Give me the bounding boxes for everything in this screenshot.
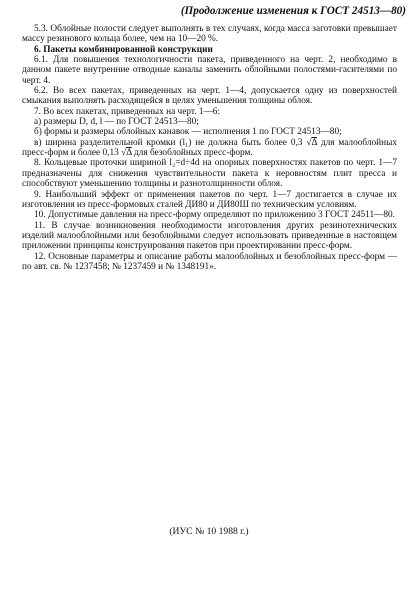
paragraph-7: 7. Во всех пакетах, приведенных на черт. 1—6: xyxy=(34,106,221,117)
delta-symbol: Δ xyxy=(311,137,317,148)
paragraph-6-2: 6.2. Во всех пакетах, приведенных на черт. 1—4, допускается одну из поверхностей смыкания выполнять расходящейся в целях уменьшения толщины облоя. xyxy=(22,86,397,107)
footer-reference: (ИУС № 10 1988 г.) xyxy=(169,526,249,537)
section-heading-6: 6. Пакеты комбинированной конструкции xyxy=(34,44,213,55)
item-7a: а) размеры D, d, l — по ГОСТ 24513—80; xyxy=(34,117,199,128)
item-7c xyxy=(22,138,397,159)
paragraph-9: 9. Наибольший эффект от применения пакетов по черт. 1—7 достигается в случае их изготовления из пресс-формовых сталей ДИ80 и ДИ80Ш по техническим условиям. xyxy=(22,189,397,210)
root-sign-2: √ xyxy=(121,148,127,159)
root-sign: √ xyxy=(306,137,312,148)
sqrt-delta-formula-2 xyxy=(121,148,132,158)
paragraph-10: 10. Допустимые давления на пресс-форму определяют по приложению 3 ГОСТ 24511—80. xyxy=(34,210,396,221)
document-body xyxy=(22,24,397,272)
delta-symbol-2: Δ xyxy=(126,148,132,159)
running-header: (Продолжение изменения к ГОСТ 24513—80) xyxy=(180,5,406,17)
sqrt-delta-formula xyxy=(306,138,317,148)
paragraph-11: 11. В случае возникновения необходимости изготовления других резинотехнических изделий малооблойными или безоблойными следует использовать приведенные в настоящем приложении принципы конструирования пакетов при проектировании пресс-форм. xyxy=(22,220,397,252)
paragraph-6-1: 6.1. Для повышения технологичности пакета, приведенного на черт. 2, необходимо в данном пакете внутренние отводные каналы заменить облойными полостями-гасителями по черт. 4. xyxy=(22,55,397,86)
item-7c-text-1: в) ширина разделительной кромки (l₁) не должна быть более 0,3 xyxy=(34,137,303,148)
item-7c-text-3: для безоблойных пресс-форм. xyxy=(134,148,253,159)
paragraph-8: 8. Кольцевые проточки шириной l₂=d÷4d на опорных поверхностях пакетов по черт. 1—7 предназначены для снижения чувствительности пакета к неровностям плит пресса и способствуют уменьшению толщины и разнотолщинности облоя. xyxy=(22,158,397,190)
item-7b: б) формы и размеры облойных канавок — исполнения 1 по ГОСТ 24513—80; xyxy=(34,127,342,138)
paragraph-12: 12. Основные параметры и описание работы малооблойных и безоблойных пресс-форм — по авт. св. № 1237458; № 1237459 и № 1348191». xyxy=(22,251,397,272)
paragraph-5-3: 5.3. Облойные полости следует выполнять в тех случаях, когда масса заготовки превышает массу резинового кольца более, чем на 10—20 %. xyxy=(22,24,397,45)
item-7c-text-2: для малооблойных пресс-форм и более 0,13 xyxy=(22,137,398,159)
